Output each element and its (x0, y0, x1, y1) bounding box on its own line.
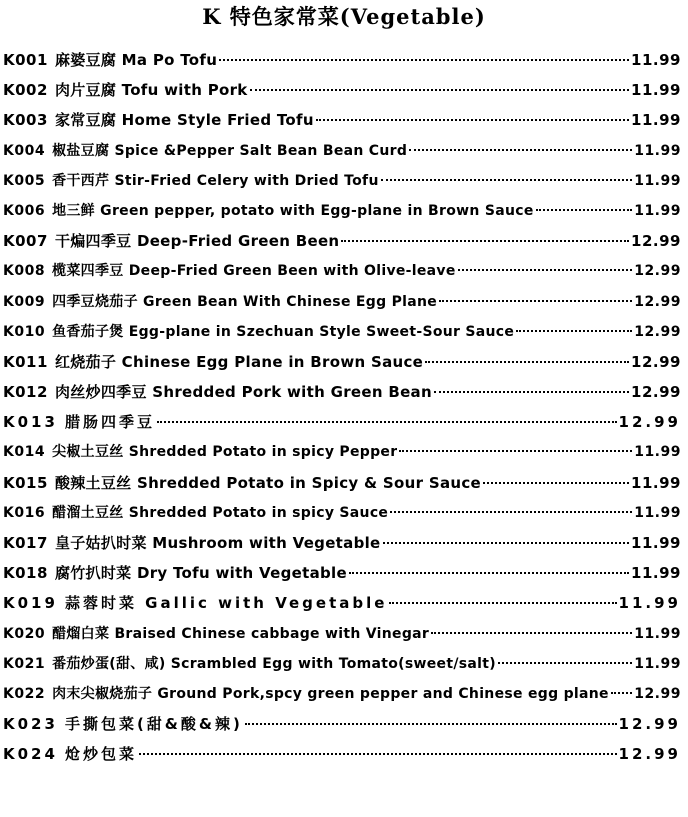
item-price: 11.99 (631, 111, 681, 130)
item-price: 12.99 (631, 352, 681, 371)
menu-item (3, 619, 681, 649)
item-name: 醋熘白菜 Braised Chinese cabbage with Vinegar (52, 625, 430, 642)
menu-item (3, 588, 681, 618)
item-price: 12.99 (631, 232, 681, 251)
item-code: K020 (3, 625, 46, 642)
dot-leader (250, 89, 629, 91)
menu-item (3, 136, 681, 166)
item-code: K017 (3, 534, 48, 552)
dot-leader (341, 240, 629, 242)
dot-leader (409, 149, 632, 151)
menu-item (3, 649, 681, 679)
item-name: 红烧茄子 Chinese Egg Plane in Brown Sauce (54, 352, 424, 371)
item-price: 12.99 (618, 745, 681, 764)
dot-leader (458, 269, 633, 271)
item-code: K014 (3, 444, 46, 461)
item-code: K023 (3, 715, 58, 734)
item-name: 皇子姑扒时菜 Mushroom with Vegetable (54, 534, 381, 552)
item-price: 12.99 (634, 293, 681, 310)
menu-item (3, 407, 681, 437)
item-price: 12.99 (618, 715, 681, 734)
item-name: 四季豆烧茄子 Green Bean With Chinese Egg Plane (52, 293, 438, 310)
item-code: K003 (3, 111, 48, 130)
item-price: 11.99 (634, 172, 681, 189)
dot-leader (425, 361, 629, 363)
item-price: 11.99 (631, 564, 681, 583)
item-name: 肉末尖椒烧茄子 Ground Pork,spcy green pepper and Chinese egg plane (52, 685, 609, 702)
item-price: 12.99 (634, 323, 681, 340)
item-code: K001 (3, 51, 48, 69)
item-price: 11.99 (631, 534, 681, 552)
item-name: 腊肠四季豆 (64, 413, 155, 432)
dot-leader (483, 482, 629, 484)
dot-leader (611, 692, 632, 694)
menu-item (3, 709, 681, 739)
item-code: K004 (3, 142, 46, 159)
item-name: 榄菜四季豆 Deep-Fried Green Been with Olive-leave (52, 263, 456, 280)
dot-leader (383, 542, 630, 544)
item-code: K019 (3, 594, 58, 613)
dot-leader (349, 572, 629, 574)
item-name: 椒盐豆腐 Spice &Pepper Salt Bean Bean Curd (52, 142, 408, 159)
menu-item (3, 468, 681, 498)
item-code: K011 (3, 352, 48, 371)
dot-leader (245, 723, 617, 725)
menu-item (3, 498, 681, 528)
item-name: 家常豆腐 Home Style Fried Tofu (54, 111, 314, 130)
item-price: 11.99 (634, 655, 681, 672)
item-code: K007 (3, 232, 48, 251)
item-name: 鱼香茄子煲 Egg-plane in Szechuan Style Sweet-Sour Sauce (52, 323, 515, 340)
item-price: 12.99 (618, 413, 681, 432)
item-name: 干煸四季豆 Deep-Fried Green Been (54, 232, 340, 251)
item-name: 肉片豆腐 Tofu with Pork (54, 81, 248, 100)
menu-item (3, 558, 681, 588)
menu-item (3, 75, 681, 105)
dot-leader (390, 511, 632, 513)
item-name: 番茄炒蛋(甜、咸) Scrambled Egg with Tomato(sweet/salt) (52, 655, 496, 672)
menu-item (3, 679, 681, 709)
item-code: K005 (3, 172, 46, 189)
menu-item (3, 45, 681, 75)
item-code: K009 (3, 293, 46, 310)
menu-list (3, 45, 681, 770)
item-price: 12.99 (631, 383, 681, 402)
menu-item (3, 739, 681, 769)
menu-item (3, 196, 681, 226)
item-price: 12.99 (634, 263, 681, 280)
item-name: 地三鲜 Green pepper, potato with Egg-plane in Brown Sauce (52, 202, 534, 219)
dot-leader (219, 59, 629, 61)
item-code: K006 (3, 202, 46, 219)
menu-item (3, 317, 681, 347)
item-code: K012 (3, 383, 48, 402)
dot-leader (439, 300, 632, 302)
item-code: K018 (3, 564, 48, 583)
dot-leader (139, 753, 617, 755)
item-price: 11.99 (634, 504, 681, 521)
item-price: 11.99 (631, 51, 681, 69)
item-name: 蒜蓉时菜 Gallic with Vegetable (64, 594, 388, 613)
menu-item (3, 437, 681, 467)
item-code: K022 (3, 685, 46, 702)
dot-leader (516, 330, 632, 332)
dot-leader (434, 391, 629, 393)
dot-leader (431, 632, 632, 634)
item-name: 炝炒包菜 (64, 745, 137, 764)
item-name: 肉丝炒四季豆 Shredded Pork with Green Bean (54, 383, 432, 402)
menu-item (3, 347, 681, 377)
item-code: K024 (3, 745, 58, 764)
item-code: K002 (3, 81, 48, 100)
menu-item (3, 287, 681, 317)
menu-item (3, 226, 681, 256)
item-price: 11.99 (634, 202, 681, 219)
item-code: K016 (3, 504, 46, 521)
item-price: 11.99 (634, 444, 681, 461)
menu-item (3, 256, 681, 286)
dot-leader (389, 602, 616, 604)
item-price: 11.99 (634, 142, 681, 159)
dot-leader (498, 662, 632, 664)
item-name: 醋溜土豆丝 Shredded Potato in spicy Sauce (52, 504, 389, 521)
item-name: 尖椒土豆丝 Shredded Potato in spicy Pepper (52, 444, 398, 461)
item-code: K010 (3, 323, 46, 340)
dot-leader (536, 209, 633, 211)
dot-leader (381, 179, 632, 181)
item-price: 11.99 (631, 81, 681, 100)
item-name: 香干西芹 Stir-Fried Celery with Dried Tofu (52, 172, 379, 189)
item-price: 12.99 (634, 685, 681, 702)
menu-item (3, 528, 681, 558)
dot-leader (157, 421, 617, 423)
menu-item (3, 377, 681, 407)
item-name: 酸辣土豆丝 Shredded Potato in Spicy & Sour Sauce (54, 473, 482, 492)
dot-leader (316, 119, 629, 121)
item-name: 腐竹扒时菜 Dry Tofu with Vegetable (54, 564, 347, 583)
item-code: K015 (3, 473, 48, 492)
menu-item (3, 105, 681, 135)
item-code: K013 (3, 413, 58, 432)
menu-item (3, 166, 681, 196)
dot-leader (399, 450, 632, 452)
item-name: 麻婆豆腐 Ma Po Tofu (54, 51, 218, 69)
item-code: K008 (3, 263, 46, 280)
item-price: 11.99 (631, 473, 681, 492)
menu-section-title: K 特色家常菜(Vegetable) (202, 4, 486, 29)
item-price: 11.99 (618, 594, 681, 613)
item-code: K021 (3, 655, 46, 672)
item-name: 手撕包菜(甜&酸&辣) (64, 715, 243, 734)
item-price: 11.99 (634, 625, 681, 642)
